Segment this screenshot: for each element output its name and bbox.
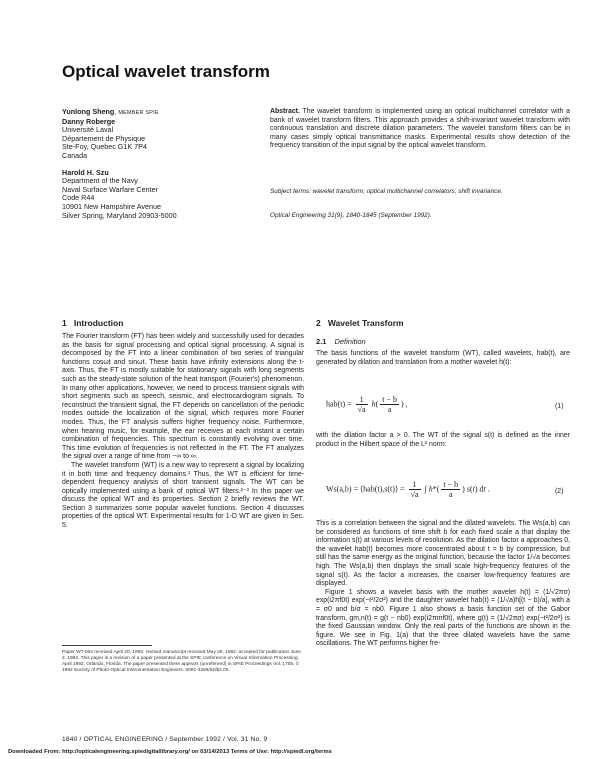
affiliation-line: 10901 New Hampshire Avenue [62,201,161,211]
section-number: 1 [62,318,67,328]
subsection-title: Definition [334,337,366,346]
paragraph: Figure 1 shows a wavelet basis with the mother wavelet h(t) = (1/√2πσ) exp(i2πf0t) exp(−t²/2σ²) and the daughter wavelet hab(t) = (1/√a)h[(t − b)/a], with a = σ0 and b/σ = nb0. Figure 1 also shows a basis function set of the Gabor transform, gm,n(t) = g(t − nb0) exp(i2πmf0t), where g(t) = (1/√2πσ) exp(−t²/2σ²) is the fixed Gaussian window. Only the real parts of the functions are shown in the figure. We see in Fig. 1(a) that the three dilated wavelets have the same oscillations. The WT performs higher fre- [316,588,570,648]
subject-terms: Subject terms: wavelet transform; optical multichannel correlators; shift invariance. [270,188,503,195]
section-title: Introduction [73,318,124,328]
affiliation-line: Silver Spring, Maryland 20903-5000 [62,210,177,220]
paper-title: Optical wavelet transform [62,62,270,81]
equation-lhs: hab(t) = [326,399,352,409]
page-footer: 1840 / OPTICAL ENGINEERING / September 1992 / Vol. 31 No. 9 [62,736,268,743]
affiliation-line: Canada [62,150,88,160]
fraction: $\frac{1}{√a}$ [410,480,419,499]
equation-number: (2) [555,488,564,495]
section-number: 2 [316,318,321,328]
affiliation-line: Department of the Navy [62,176,138,186]
section-2-paragraph: The basis functions of the wavelet transform (WT), called wavelets, hab(t), are generated by dilation and translation from a mother wavelet h(t): [316,350,570,366]
paragraph: The Fourier transform (FT) has been widely and successfully used for decades as the basis for signal processing and optical signal processing. A signal is decomposed by the FT into a linear combination of two series of triangular functions cosωt and sinωt. These basis have infinity extensions along the t-axis. Thus, the FT is mostly suitable for stationary signals with long segments such as the steady-state solution of the heat transport (Fourier's) phenomenon. In many other applications, however, we need to process transient signals with short segments such as speech, seismic, and electrocardiogram signals. To reconstruct the transient signal, the FT depends on cancellation of the periodic modes outside the localization of the signal, which requires more Fourier modes. Thus, the FT analysis suffers higher frequency noise. Furthermore, when hearing music, for example, the ear receives at each instant a certain combination of frequencies. This spectrum is constantly evolving over time. This time evolution of frequencies is not reflected in the FT. The FT analyzes the signal over a range of time from −∞ to ∞. [62,333,304,461]
section-2-body [316,520,570,649]
author-name: Harold H. Szu [62,167,109,177]
journal-reference: Optical Engineering 31(9), 1840-1845 (September 1992). [270,212,432,219]
affiliation-line: Code R44 [62,193,95,203]
affiliation-line: Naval Surface Warfare Center [62,184,159,194]
subsection-number: 2.1 [316,337,327,346]
equation-lhs: Ws(a,b) = ⟨hab(t),s(t)⟩ = [326,484,405,494]
equation-1: hab(t) = $\frac{1}{√a}$ h( $\frac{t - b}{a}$ ) , [326,395,408,414]
abstract-label: Abstract. [270,108,300,115]
author-block [62,108,262,220]
author-tag: MEMBER SPIE [118,110,159,116]
section-2-heading [316,318,404,328]
fraction: $\frac{1}{√a}$ [357,395,366,414]
author-name: Yunlong Sheng [62,107,115,116]
affiliation-line: Université Laval [62,125,114,135]
paragraph: The wavelet transform (WT) is a new way to represent a signal by localizing it in both time and frequency domains.¹ Thus, the WT is efficient for time-dependent frequency analysis of short transient signals. The WT can be optically implemented using a bank of optical WT filters.²⁻³ In this paper we discuss the optical WT and its properties. Section 2 briefly reviews the WT. Section 3 summarizes some popular wavelet functions. Section 4 discusses properties of the optical WT. Experimental results for 1-D WT are given in Sec. 5. [62,461,304,530]
section-1-heading [62,318,123,328]
paragraph: This is a correlation between the signal and the dilated wavelets. The Ws(a,b) can be considered as functions of time shift b for each fixed scale a that display the information s(t) at various levels of resolution. As the dilation factor a approaches 0, the wavelet hab(t) becomes more concentrated about t = b by compression, but still has the same energy as the original function, because the factor 1/√a becomes high. The Ws(a,b) then displays the small scale high-frequency features of the signal s(t). As the factor a increases, the coarser low-frequency features are displayed. [316,520,570,588]
abstract-text: The wavelet transform is implemented using an optical multichannel correlator with a bank of wavelet transform filters. This approach provides a shift-invariant wavelet transform with continuous translation and discrete dilation parameters. The wavelet transform filters can be in many cases simply optical transmittance masks. Experimental results show detection of the frequency transition of the input signal by the optical wavelet transform. [270,108,570,149]
abstract [270,108,570,151]
section-title: Wavelet Transform [327,318,404,328]
affiliation-line: Département de Physique [62,133,146,143]
fraction: $\frac{t - b}{a}$ [443,480,459,499]
fraction: $\frac{t - b}{a}$ [382,395,397,414]
author-1: Yunlong Sheng, MEMBER SPIE [62,107,159,116]
equation-2: Ws(a,b) = ⟨hab(t),s(t)⟩ = $\frac{1}{√a}$ ∫ h*( $\frac{t - b}{a}$ ) s(t) dt . [326,480,490,499]
affiliation-line: Ste-Foy, Quebec G1K 7P4 [62,142,147,152]
section-2-paragraph: with the dilation factor a > 0. The WT of the signal s(t) is defined as the inner product in the Hilbert space of the L² norm: [316,432,570,448]
footnote-rule [62,645,152,646]
footnote: Paper WT-004 received April 20, 1992; revised manuscript received May 28, 1992; accepted for publication June 2, 1992. This paper is a revision of a paper presented at the SPIE conference on Visual Information Processing, April 1992, Orlando, Florida. The paper presented there appears (unrefereed) in SPIE Proceedings Vol. 1705. © 1992 Society of Photo-Optical Instrumentation Engineers. 0091-3286/92/$2.00. [62,650,301,673]
subsection-heading [316,337,366,346]
author-name: Danny Roberge [62,116,116,126]
equation-number: (1) [555,403,564,410]
download-notice: Downloaded From: http://opticalengineering.spiedigitallibrary.org/ on 03/14/2013 Terms of Use: http://spiedl.org/terms [8,749,332,755]
section-1-body [62,333,304,531]
